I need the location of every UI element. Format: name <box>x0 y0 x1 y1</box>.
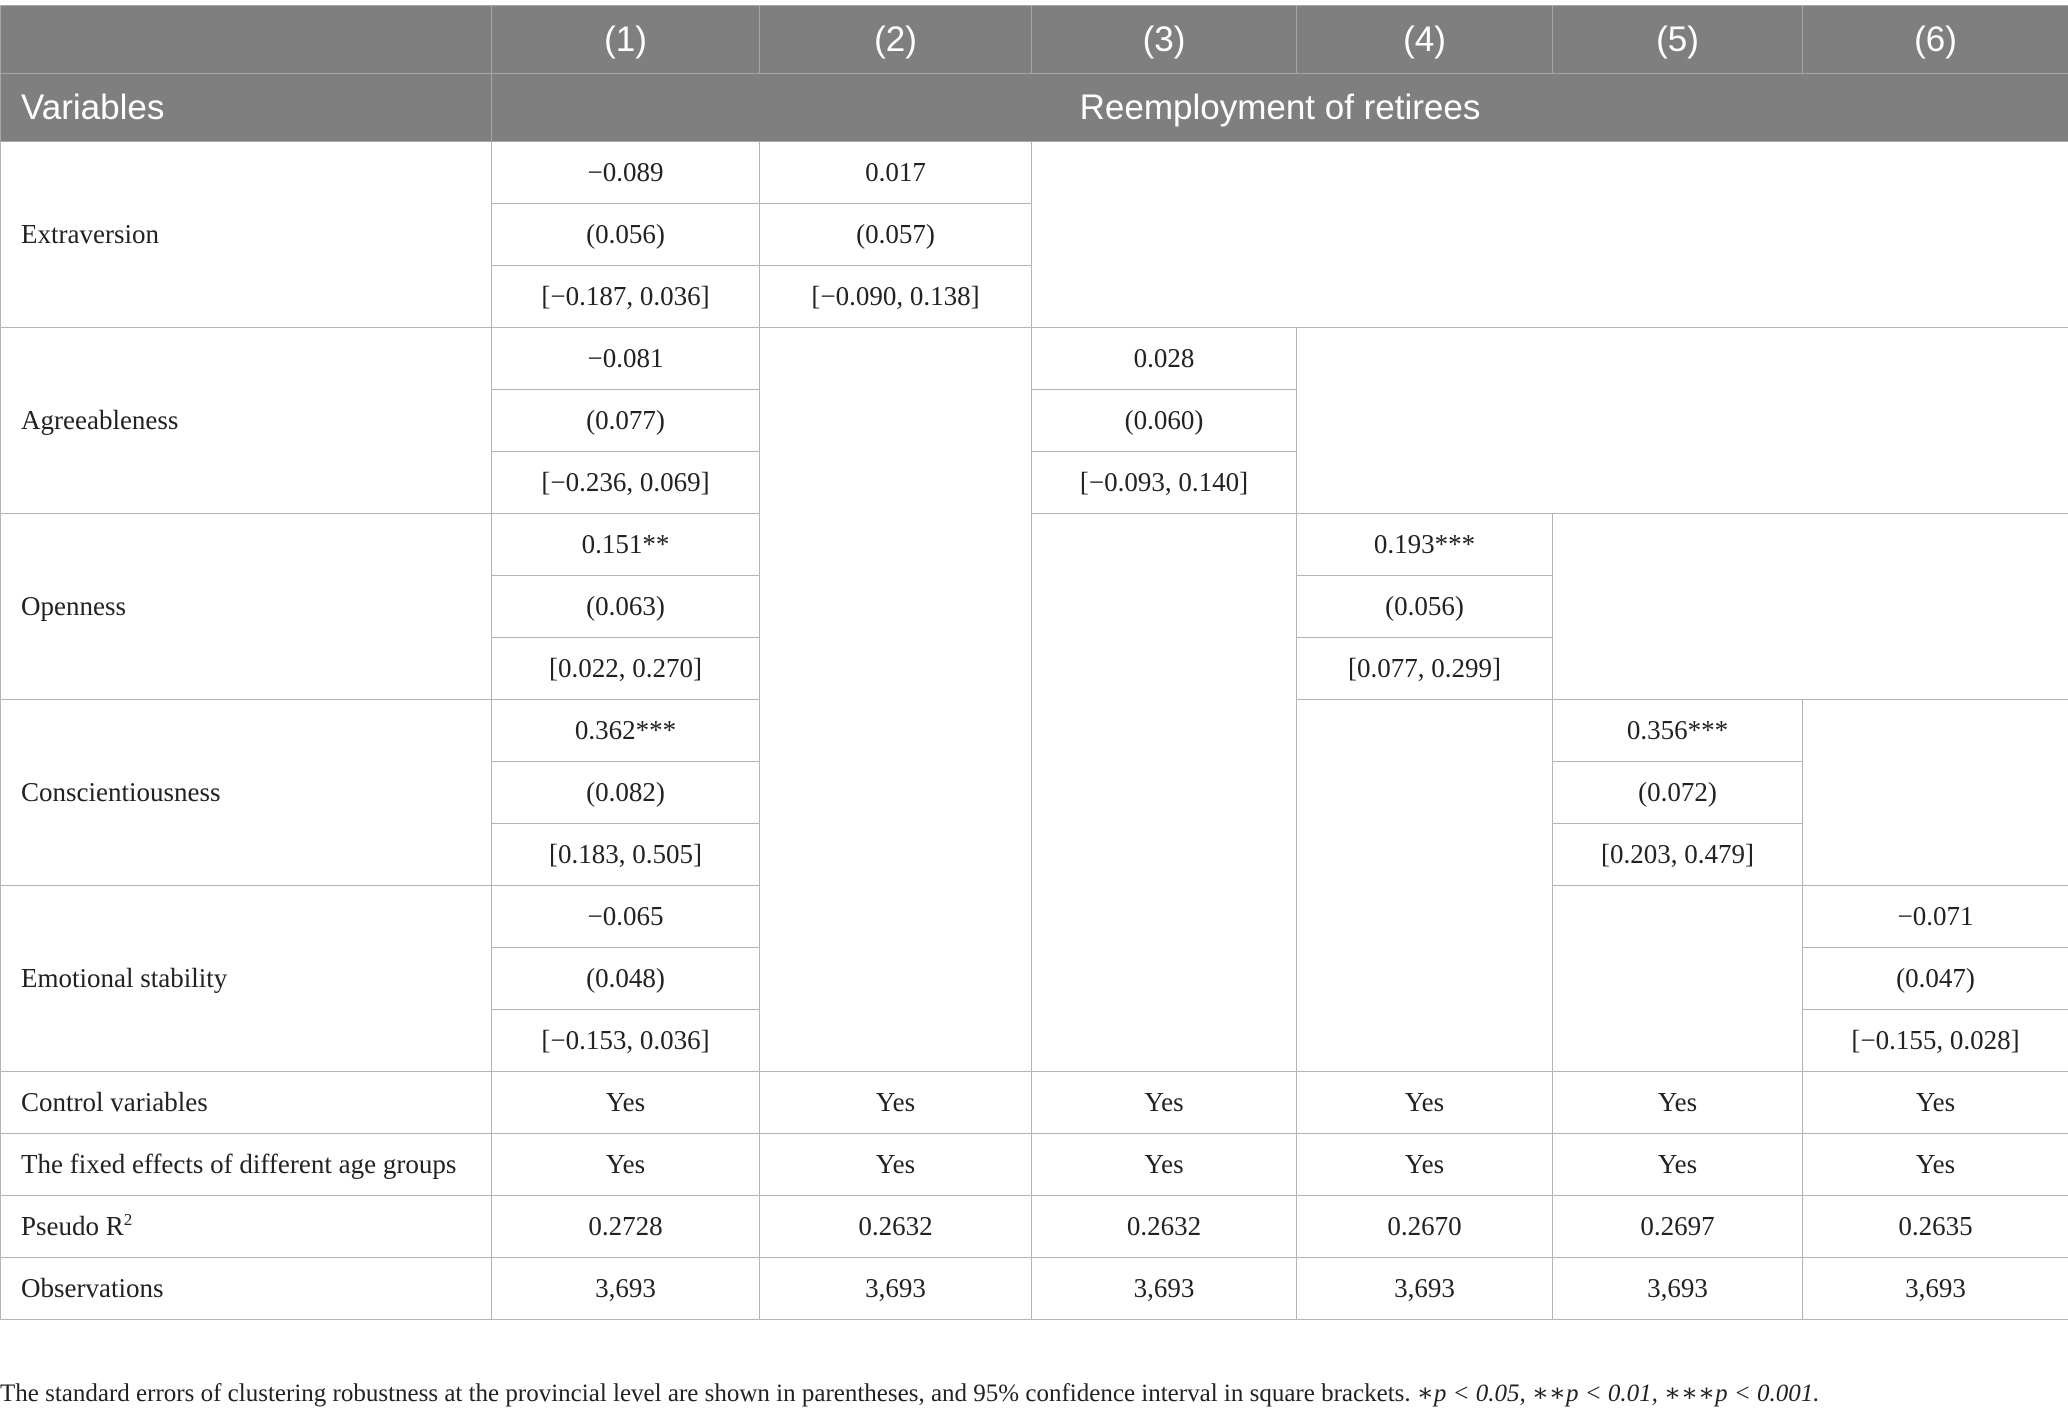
coefficient-cell: −0.089 <box>492 142 760 204</box>
standard-error-cell: (0.082) <box>492 762 760 824</box>
coefficient-cell: 0.028 <box>1032 328 1297 390</box>
header-blank-cell <box>1 6 492 74</box>
empty-cell <box>760 328 1032 1072</box>
confidence-interval-cell: [0.203, 0.479] <box>1553 824 1803 886</box>
table-row <box>1 514 2068 576</box>
value-cell: Yes <box>1297 1134 1553 1196</box>
confidence-interval-cell: [−0.090, 0.138] <box>760 266 1032 328</box>
value-cell: 3,693 <box>1553 1258 1803 1320</box>
column-number: (1) <box>492 6 760 74</box>
superscript: 2 <box>123 1210 133 1229</box>
standard-error-cell: (0.077) <box>492 390 760 452</box>
fixed-effects-row <box>1 1134 2068 1196</box>
row-label: Control variables <box>1 1072 492 1134</box>
value-cell: Yes <box>492 1134 760 1196</box>
coefficient-cell: 0.362*** <box>492 700 760 762</box>
standard-error-cell: (0.056) <box>1297 576 1553 638</box>
dependent-variable-header: Reemployment of retirees <box>492 74 2068 142</box>
standard-error-cell: (0.060) <box>1032 390 1297 452</box>
empty-cell <box>1553 514 2068 700</box>
standard-error-cell: (0.057) <box>760 204 1032 266</box>
pseudo-r2-row <box>1 1196 2068 1258</box>
row-label <box>1 1196 492 1258</box>
coefficient-cell: 0.356*** <box>1553 700 1803 762</box>
value-cell: 3,693 <box>1032 1258 1297 1320</box>
value-cell: 0.2632 <box>760 1196 1032 1258</box>
coefficient-cell: 0.193*** <box>1297 514 1553 576</box>
significance-note: ∗∗p < 0.01, <box>1532 1380 1658 1407</box>
variable-label: Extraversion <box>1 142 492 328</box>
column-number-row <box>1 6 2068 74</box>
pseudo-r-label: Pseudo R <box>21 1211 124 1241</box>
confidence-interval-cell: [−0.236, 0.069] <box>492 452 760 514</box>
value-cell: 3,693 <box>760 1258 1032 1320</box>
value-cell: Yes <box>1032 1072 1297 1134</box>
empty-cell <box>1297 700 1553 1072</box>
variables-header: Variables <box>1 74 492 142</box>
empty-cell <box>1032 514 1297 1072</box>
control-variables-row <box>1 1072 2068 1134</box>
confidence-interval-cell: [0.077, 0.299] <box>1297 638 1553 700</box>
column-number: (2) <box>760 6 1032 74</box>
variable-label: Emotional stability <box>1 886 492 1072</box>
coefficient-cell: −0.065 <box>492 886 760 948</box>
value-cell: Yes <box>1032 1134 1297 1196</box>
value-cell: Yes <box>492 1072 760 1134</box>
value-cell: Yes <box>760 1072 1032 1134</box>
value-cell: 0.2670 <box>1297 1196 1553 1258</box>
coefficient-cell: −0.081 <box>492 328 760 390</box>
empty-cell <box>1032 142 2068 328</box>
value-cell: 0.2728 <box>492 1196 760 1258</box>
coefficient-cell: 0.151** <box>492 514 760 576</box>
regression-table <box>0 5 2068 1320</box>
row-label: Observations <box>1 1258 492 1320</box>
value-cell: 3,693 <box>1803 1258 2068 1320</box>
confidence-interval-cell: [−0.153, 0.036] <box>492 1010 760 1072</box>
empty-cell <box>1297 328 2068 514</box>
column-number: (6) <box>1803 6 2068 74</box>
variable-label: Openness <box>1 514 492 700</box>
value-cell: 0.2635 <box>1803 1196 2068 1258</box>
variable-label: Agreeableness <box>1 328 492 514</box>
table-row <box>1 142 2068 204</box>
standard-error-cell: (0.056) <box>492 204 760 266</box>
value-cell: 3,693 <box>492 1258 760 1320</box>
header-row <box>1 74 2068 142</box>
value-cell: 0.2632 <box>1032 1196 1297 1258</box>
confidence-interval-cell: [−0.187, 0.036] <box>492 266 760 328</box>
standard-error-cell: (0.048) <box>492 948 760 1010</box>
value-cell: Yes <box>1803 1072 2068 1134</box>
value-cell: 3,693 <box>1297 1258 1553 1320</box>
column-number: (4) <box>1297 6 1553 74</box>
standard-error-cell: (0.063) <box>492 576 760 638</box>
confidence-interval-cell: [0.183, 0.505] <box>492 824 760 886</box>
column-number: (3) <box>1032 6 1297 74</box>
observations-row <box>1 1258 2068 1320</box>
confidence-interval-cell: [−0.093, 0.140] <box>1032 452 1297 514</box>
empty-cell <box>1803 700 2068 886</box>
significance-note: ∗p < 0.05, <box>1416 1380 1526 1407</box>
confidence-interval-cell: [−0.155, 0.028] <box>1803 1010 2068 1072</box>
standard-error-cell: (0.072) <box>1553 762 1803 824</box>
column-number: (5) <box>1553 6 1803 74</box>
coefficient-cell: −0.071 <box>1803 886 2068 948</box>
row-label: The fixed effects of different age groups <box>1 1134 492 1196</box>
variable-label: Conscientiousness <box>1 700 492 886</box>
significance-note: ∗∗∗p < 0.001. <box>1664 1380 1820 1407</box>
coefficient-cell: 0.017 <box>760 142 1032 204</box>
value-cell: Yes <box>1553 1072 1803 1134</box>
value-cell: 0.2697 <box>1553 1196 1803 1258</box>
footnote-text: The standard errors of clustering robustness at the provincial level are shown in parentheses, and 95% confidence interval in square brackets. <box>0 1380 1411 1407</box>
value-cell: Yes <box>1297 1072 1553 1134</box>
value-cell: Yes <box>760 1134 1032 1196</box>
empty-cell <box>1553 886 1803 1072</box>
table-row <box>1 328 2068 390</box>
standard-error-cell: (0.047) <box>1803 948 2068 1010</box>
table-footnote <box>0 1378 2068 1408</box>
confidence-interval-cell: [0.022, 0.270] <box>492 638 760 700</box>
value-cell: Yes <box>1803 1134 2068 1196</box>
value-cell: Yes <box>1553 1134 1803 1196</box>
